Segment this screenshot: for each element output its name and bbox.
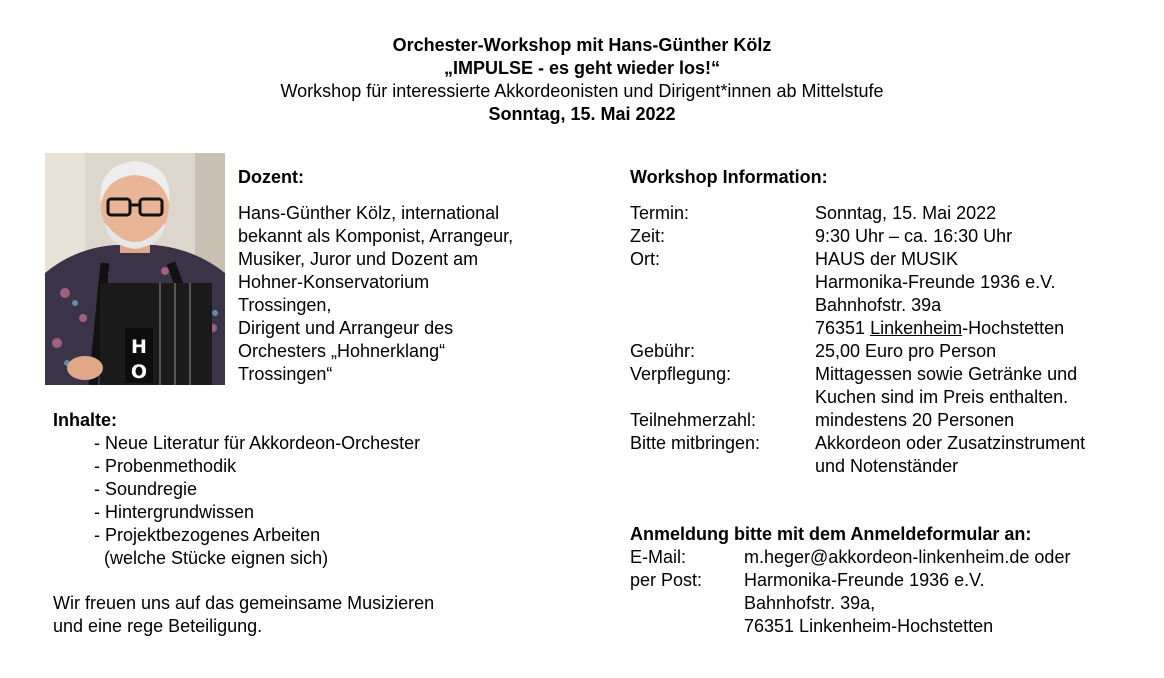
info-label: Bitte mitbringen: [630,433,761,453]
info-heading: Workshop Information: [630,167,828,187]
workshop-title: Orchester-Workshop mit Hans-Günther Kölz [392,35,772,55]
instructor-bio-line: Trossingen, [238,295,332,315]
registration-table [630,546,1070,638]
registration-section [630,523,1150,638]
info-value: 25,00 Euro pro Person [815,341,997,361]
info-row-termin [630,202,1085,225]
list-item: - Neue Literatur für Akkordeon-Orchester [94,433,421,453]
workshop-subtitle: Workshop für interessierte Akkordeonisten und Dirigent*innen ab Mittelstufe [280,81,884,101]
address-line: Harmonika-Freunde 1936 e.V. [744,570,985,590]
info-value: mindestens 20 Personen [815,410,1015,430]
workshop-motto: „IMPULSE - es geht wieder los!“ [443,58,721,78]
info-label: Verpflegung: [630,364,732,384]
content-list [53,432,573,570]
registration-address [744,569,1070,638]
list-item: - Probenmethodik [94,456,237,476]
registration-row-post [630,569,1070,638]
venue-street: Bahnhofstr. 39a [815,295,942,315]
workshop-info-section [630,166,1150,478]
registration-heading: Anmeldung bitte mit dem Anmeldeformular an: [630,524,1032,544]
info-value-line: und Notenständer [815,456,959,476]
info-row-mitbringen [630,432,1085,478]
list-item: (welche Stücke eignen sich) [94,548,329,568]
registration-label: E-Mail: [630,547,687,567]
info-label: Termin: [630,203,690,223]
accordion-letter-o: O [130,361,148,383]
instructor-bio-line: Orchesters „Hohnerklang“ [238,341,446,361]
list-item: - Projektbezogenes Arbeiten [94,525,321,545]
instructor-photo [45,153,225,385]
info-value: 9:30 Uhr – ca. 16:30 Uhr [815,226,1013,246]
info-value-line: Akkordeon oder Zusatzinstrument [815,433,1086,453]
instructor-heading: Dozent: [238,167,304,187]
venue-city [815,317,1085,340]
info-row-gebuehr [630,340,1085,363]
document-header [0,34,1164,126]
info-row-verpflegung [630,363,1085,409]
closing-line: und eine rege Beteiligung. [53,616,263,636]
content-section [53,409,573,570]
registration-row-email [630,546,1070,569]
info-label: Gebühr: [630,341,696,361]
venue-org: Harmonika-Freunde 1936 e.V. [815,272,1056,292]
content-heading: Inhalte: [53,410,118,430]
instructor-bio-line: Trossingen“ [238,364,333,384]
info-row-ort [630,248,1085,340]
venue-city-suffix: -Hochstetten [962,318,1065,338]
accordion-letter-h: H [131,336,147,358]
info-row-zeit [630,225,1085,248]
info-label: Teilnehmerzahl: [630,410,757,430]
info-table [630,202,1085,478]
list-item: - Hintergrundwissen [94,502,255,522]
instructor-bio-line: bekannt als Komponist, Arrangeur, [238,226,514,246]
closing-line: Wir freuen uns auf das gemeinsame Musizieren [53,593,435,613]
closing-text [53,592,573,638]
info-value-line: Kuchen sind im Preis enthalten. [815,387,1069,407]
address-line: 76351 Linkenheim-Hochstetten [744,616,994,636]
venue-name: HAUS der MUSIK [815,249,959,269]
info-value: Sonntag, 15. Mai 2022 [815,203,997,223]
info-value [815,432,1085,478]
info-label: Zeit: [630,226,666,246]
instructor-bio-line: Dirigent und Arrangeur des [238,318,454,338]
info-label: Ort: [630,249,660,269]
instructor-bio-line: Musiker, Juror und Dozent am [238,249,479,269]
venue-zip: 76351 [815,318,871,338]
workshop-date: Sonntag, 15. Mai 2022 [488,104,676,124]
address-line: Bahnhofstr. 39a, [744,593,876,613]
list-item: - Soundregie [94,479,198,499]
info-value [815,248,1085,340]
instructor-bio-line: Hohner-Konservatorium [238,272,430,292]
registration-email[interactable]: m.heger@akkordeon-linkenheim.de oder [744,547,1071,567]
registration-label: per Post: [630,570,703,590]
instructor-section [238,166,598,386]
info-value [815,363,1085,409]
info-row-teilnehmer [630,409,1085,432]
instructor-bio-line: Hans-Günther Kölz, international [238,203,500,223]
info-value-line: Mittagessen sowie Getränke und [815,364,1078,384]
venue-city-link[interactable]: Linkenheim [870,318,963,338]
